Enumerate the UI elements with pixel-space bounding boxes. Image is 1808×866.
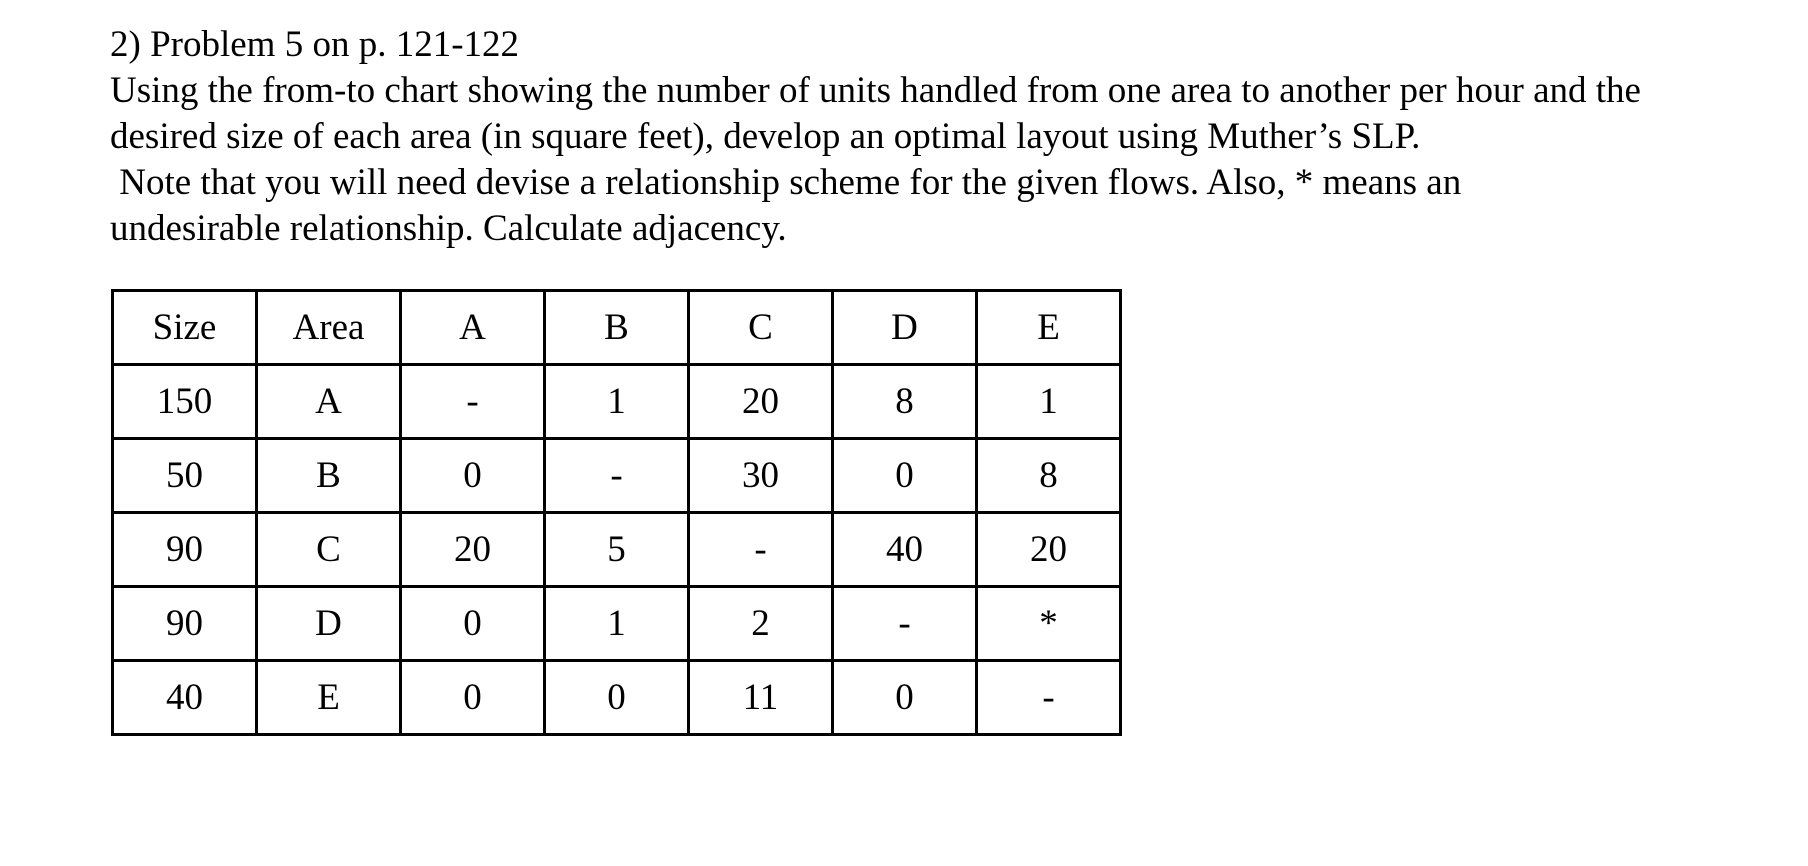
problem-line-2: desired size of each area (in square feet), develop an optimal layout using Muther’s SLP. [110, 116, 1421, 157]
problem-heading: 2) Problem 5 on p. 121-122 [110, 24, 520, 65]
table-cell: - [833, 587, 977, 661]
header-cell-d: D [833, 291, 977, 365]
problem-line-3: Note that you will need devise a relationship scheme for the given flows. Also, * means an [110, 162, 1462, 203]
table-cell: 0 [833, 439, 977, 513]
table-cell: 1 [545, 587, 689, 661]
table-header-row [113, 291, 1121, 365]
table-row [113, 439, 1121, 513]
table-cell: 20 [401, 513, 545, 587]
problem-line-1: Using the from-to chart showing the number of units handled from one area to another per hour and the [110, 70, 1641, 111]
table-cell: - [401, 365, 545, 439]
table-cell: 2 [689, 587, 833, 661]
header-cell-size: Size [113, 291, 257, 365]
table-cell: 40 [833, 513, 977, 587]
header-cell-area: Area [257, 291, 401, 365]
table-row [113, 513, 1121, 587]
table-row [113, 365, 1121, 439]
header-cell-e: E [977, 291, 1121, 365]
table-cell: - [545, 439, 689, 513]
table-cell: B [257, 439, 401, 513]
table-cell: 90 [113, 513, 257, 587]
table-cell: 40 [113, 661, 257, 735]
from-to-chart-table [111, 289, 1122, 736]
table-cell: E [257, 661, 401, 735]
table-cell: 8 [977, 439, 1121, 513]
table-cell: 50 [113, 439, 257, 513]
table-cell: 20 [689, 365, 833, 439]
table-cell: 8 [833, 365, 977, 439]
problem-line-4: undesirable relationship. Calculate adjacency. [110, 208, 787, 249]
table-cell: C [257, 513, 401, 587]
table-cell: 1 [545, 365, 689, 439]
table-cell: 0 [545, 661, 689, 735]
table-cell: 20 [977, 513, 1121, 587]
table-cell: - [977, 661, 1121, 735]
table-cell: 150 [113, 365, 257, 439]
table-cell: 11 [689, 661, 833, 735]
table-cell: 0 [833, 661, 977, 735]
table-cell: 1 [977, 365, 1121, 439]
header-cell-b: B [545, 291, 689, 365]
header-cell-a: A [401, 291, 545, 365]
table-cell: 90 [113, 587, 257, 661]
table-cell: D [257, 587, 401, 661]
table-cell: 0 [401, 587, 545, 661]
header-cell-c: C [689, 291, 833, 365]
table-cell: 30 [689, 439, 833, 513]
problem-statement [110, 22, 1790, 252]
table-cell: 0 [401, 661, 545, 735]
table-cell: - [689, 513, 833, 587]
table-cell: 0 [401, 439, 545, 513]
table-cell: 5 [545, 513, 689, 587]
table-row [113, 587, 1121, 661]
table-cell: A [257, 365, 401, 439]
table-cell: * [977, 587, 1121, 661]
table-row [113, 661, 1121, 735]
